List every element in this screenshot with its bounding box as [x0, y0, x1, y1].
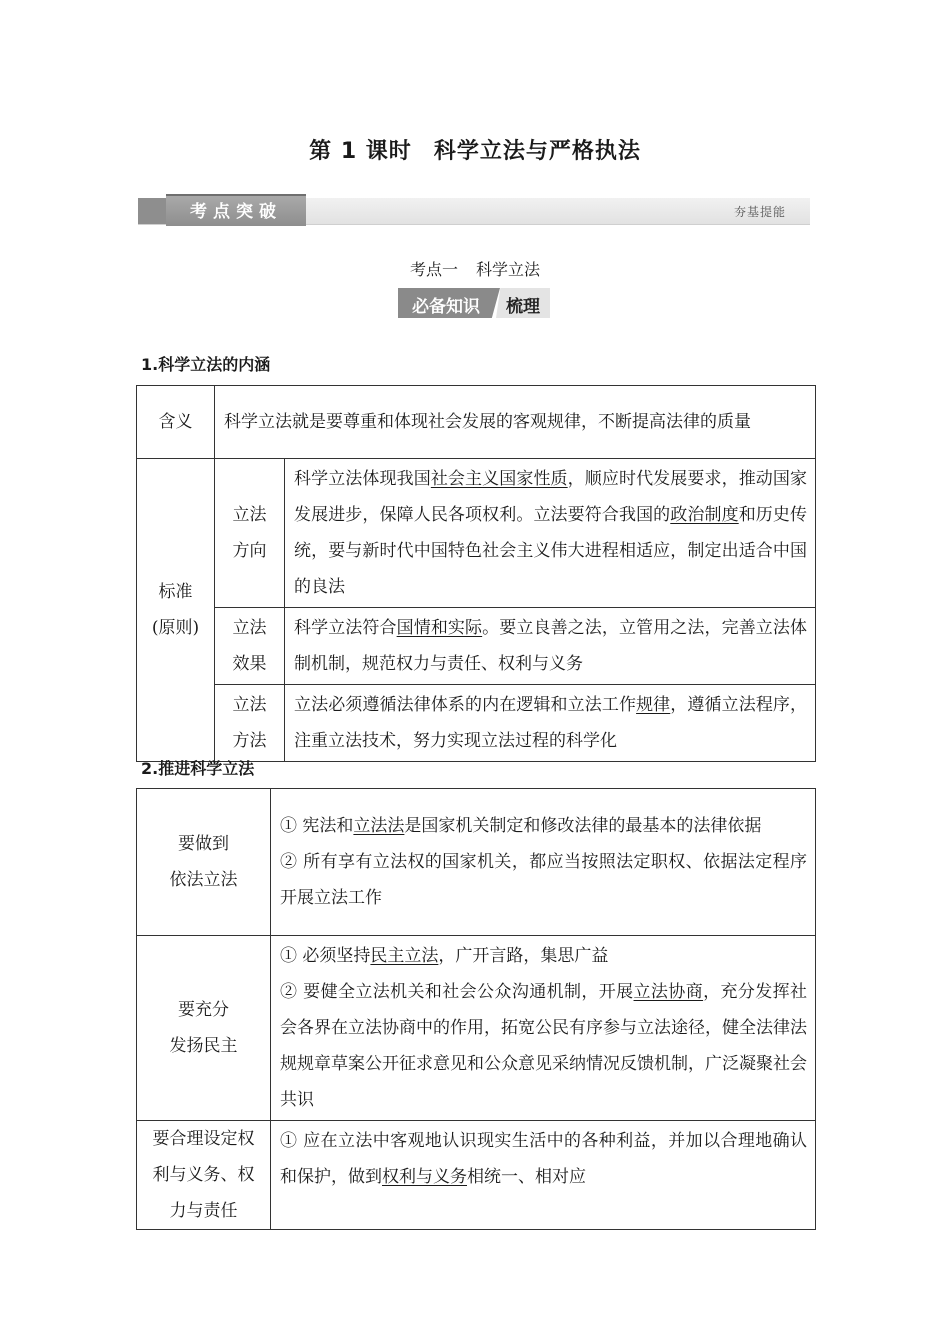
underlined-term: 政治制度 — [670, 505, 739, 525]
topic-number: 考点一 — [409, 260, 458, 279]
standard-label-line1: 标准 — [158, 582, 193, 602]
text-segment: 科学立法体现我国 — [294, 469, 431, 489]
knowledge-badge-right: 梳理 — [506, 297, 540, 317]
rights-duties-text — [271, 1121, 816, 1230]
text-segment: 是国家机关制定和修改法律的最基本的法律依据 — [404, 816, 762, 836]
lawful-legislation-text — [271, 789, 816, 936]
text-segment: 和历史传统，要与新时代中国特色社会主义伟大进程相适应，制定出适合中国的良法 — [294, 505, 808, 597]
text-segment: ① 应在立法中客观地认识现实生活中的各种利益，并加以合理地确认和保护，做到 — [280, 1131, 807, 1187]
text-segment: ① 必须坚持 — [280, 946, 371, 966]
text-segment: 。要立良善之法，立管用之法，完善立法体制机制，规范权力与责任、权利与义务 — [294, 618, 808, 674]
underlined-term: 立法协商 — [633, 982, 704, 1002]
effect-label — [215, 608, 285, 685]
text-segment: ，顺应时代发展要求，推动国家发展进步，保障人民各项权利。立法要符合我国的 — [294, 469, 808, 525]
table-row — [137, 386, 816, 459]
text-segment: ，遵循立法程序，注重立法技术，努力实现立法过程的科学化 — [294, 695, 808, 751]
table-row — [137, 685, 816, 762]
lawful-legislation-label — [137, 789, 271, 936]
legislation-promotion-table — [136, 788, 816, 1230]
underlined-term: 权利与义务 — [382, 1167, 467, 1187]
lesson-number: 第 1 课时 — [309, 139, 412, 164]
text-segment: ，广开言路，集思广益 — [438, 946, 609, 966]
democracy-label — [137, 936, 271, 1121]
standard-label — [137, 459, 215, 762]
democracy-text — [271, 936, 816, 1121]
text-segment: 科学立法符合 — [294, 618, 397, 638]
section-heading-2: 2.推进科学立法 — [141, 759, 255, 778]
underlined-term: 规律 — [636, 695, 671, 715]
meaning-label: 含义 — [137, 386, 215, 459]
table-row — [137, 936, 816, 1121]
method-label — [215, 685, 285, 762]
table-row — [137, 1121, 816, 1230]
table-row — [137, 459, 816, 608]
section-banner — [138, 194, 810, 228]
label-line2: 发扬民主 — [169, 1036, 238, 1056]
label-line2: 依法立法 — [169, 870, 238, 890]
table-row — [137, 608, 816, 685]
page-title — [0, 134, 950, 165]
text-segment: ② 要健全立法机关和社会公众沟通机制，开展 — [280, 982, 634, 1002]
label-line1: 要做到 — [178, 834, 229, 854]
topic-name: 科学立法 — [476, 260, 541, 279]
table-row — [137, 789, 816, 936]
banner-right-label: 夯基提能 — [733, 205, 786, 219]
banner-tab-label: 考点突破 — [190, 202, 282, 222]
effect-label-line1: 立法 — [232, 618, 267, 638]
text-segment: 立法必须遵循法律体系的内在逻辑和立法工作 — [294, 695, 637, 715]
method-text — [285, 685, 816, 762]
direction-label-line1: 立法 — [232, 505, 267, 525]
text-segment: ，充分发挥社会各界在立法协商中的作用，拓宽公民有序参与立法途径，健全法律法规规章草案公开征求意见和公众意见采纳情况反馈机制，广泛凝聚社会共识 — [280, 982, 808, 1110]
label-line1: 要充分 — [178, 1000, 229, 1020]
legislation-meaning-table — [136, 385, 816, 762]
effect-text — [285, 608, 816, 685]
underlined-term: 社会主义国家性质 — [430, 469, 568, 489]
underlined-term: 立法法 — [353, 816, 405, 836]
point-1 — [280, 938, 807, 974]
point-1 — [280, 808, 807, 844]
meaning-text: 科学立法就是要尊重和体现社会发展的客观规律，不断提高法律的质量 — [215, 386, 816, 459]
text-segment: ① 宪法和 — [280, 816, 354, 836]
knowledge-badge-left: 必备知识 — [412, 297, 480, 317]
lesson-name: 科学立法与严格执法 — [433, 139, 641, 164]
underlined-term: 国情和实际 — [396, 618, 483, 638]
direction-text — [285, 459, 816, 608]
point-2 — [280, 974, 807, 1118]
banner-tab-edge — [138, 198, 168, 224]
underlined-term: 民主立法 — [370, 946, 439, 966]
method-label-line1: 立法 — [232, 695, 267, 715]
topic-heading — [0, 257, 950, 280]
direction-label-line2: 方向 — [232, 541, 267, 561]
text-segment: 相统一、相对应 — [467, 1167, 586, 1187]
standard-label-line2: (原则) — [151, 618, 200, 638]
rights-duties-label: 要合理设定权利与义务、权力与责任 — [137, 1121, 271, 1230]
section-heading-1: 1.科学立法的内涵 — [141, 355, 271, 374]
point-2: ② 所有享有立法权的国家机关，都应当按照法定职权、依据法定程序开展立法工作 — [280, 852, 807, 908]
direction-label — [215, 459, 285, 608]
knowledge-badge — [398, 288, 550, 318]
method-label-line2: 方法 — [232, 731, 267, 751]
effect-label-line2: 效果 — [232, 654, 267, 674]
